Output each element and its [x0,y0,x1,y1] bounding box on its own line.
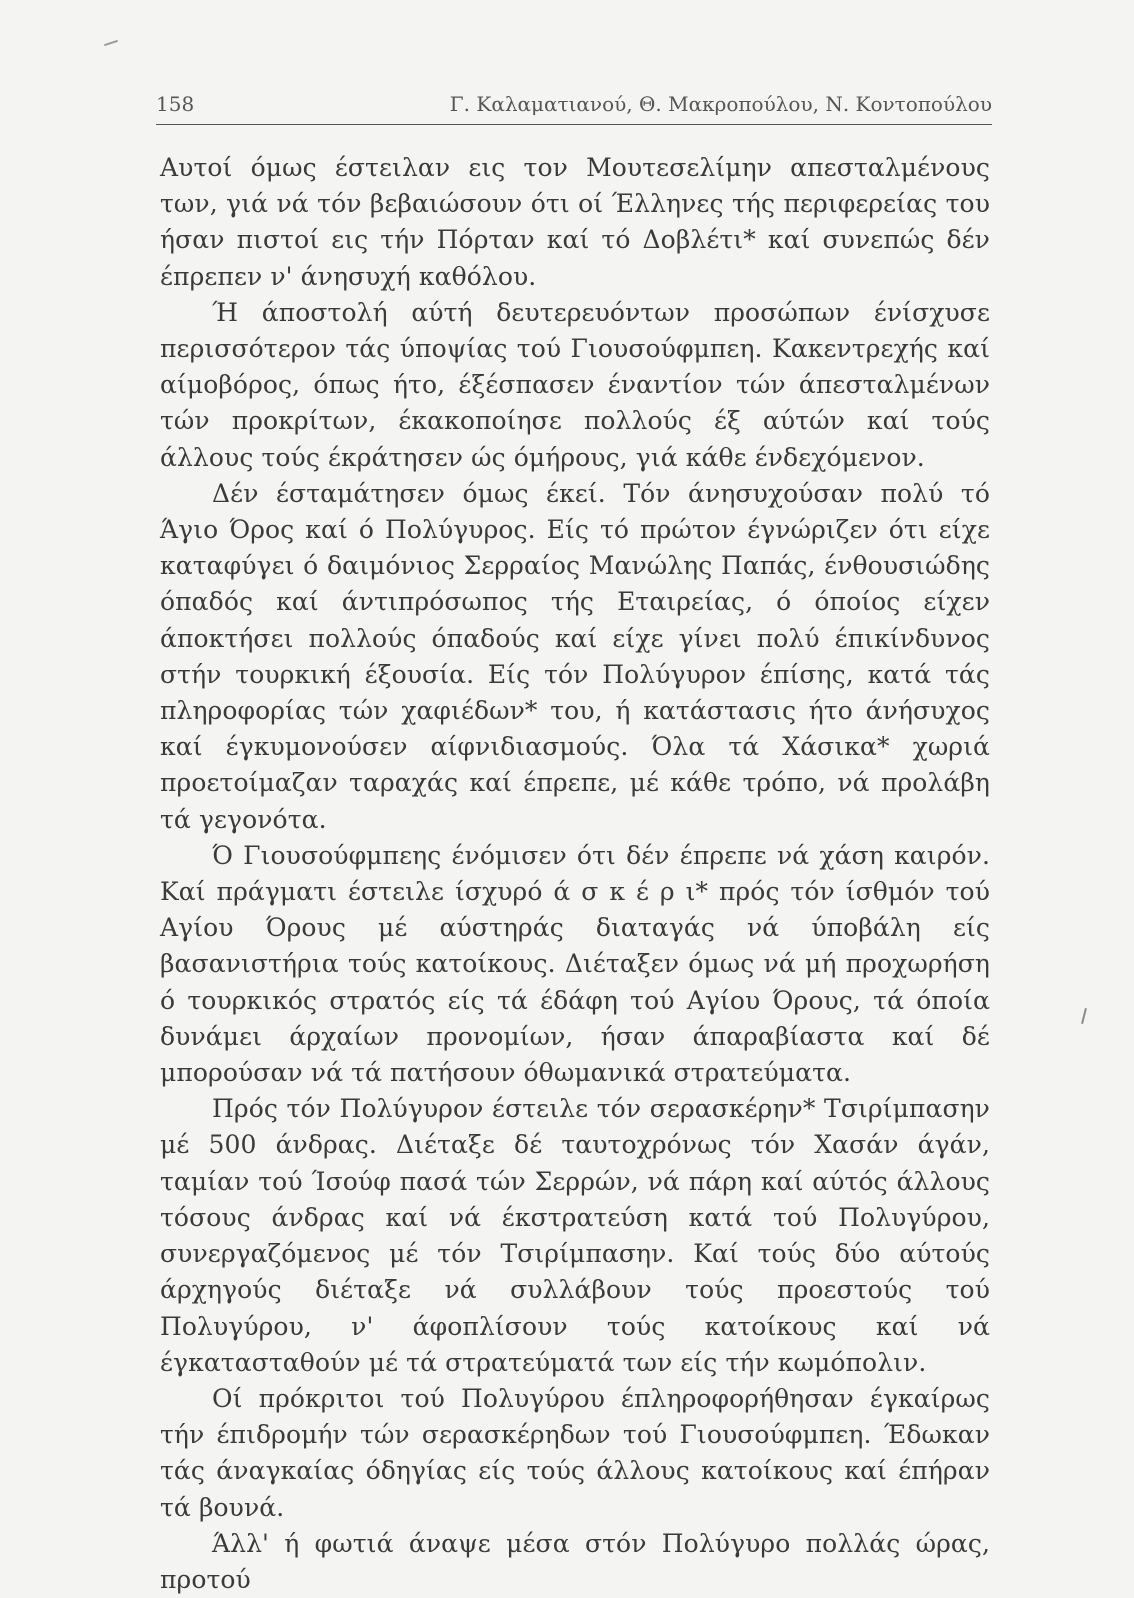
paragraph: Οί πρόκριτοι τού Πολυγύρου έπληροφορήθησαν έγκαίρως τήν έπιδρομήν τών σερασκέρηδων τού Γιουσούφμπεη. Έδωκαν τάς άναγκαίας όδηγίας είς τούς άλλους κατοίκους καί έπήραν τά βουνά. [160,1383,990,1522]
paragraph: Ή άποστολή αύτή δευτερευόντων προσώπων ένίσχυσε περισσότερον τάς ύποψίας τού Γιουσούφμπεη. Κακεντρεχής καί αίμοβόρος, όπως ήτο, έξέσπασεν έναντίον τών άπεσταλμένων τών προκρίτων, έκακοποίησε πολλούς έξ αύτών καί τούς άλλους τούς έκράτησεν ώς όμήρους, γιά κάθε ένδεχόμενον. [160,297,990,472]
paragraph: Ό Γιουσούφμπεης ένόμισεν ότι δέν έπρεπε νά χάση καιρόν. Καί πράγματι έστειλε ίσχυρό ά σ κ έ ρ ι* πρός τόν ίσθμόν τού Αγίου Όρους μέ αύστηράς διαταγάς νά ύποβάλη είς βασανιστήρια τούς κατοίκους. Διέταξεν όμως νά μή προχωρήση ό τουρκικός στρατός είς τά έδάφη τού Αγίου Όρους, τά όποία δυνάμει άρχαίων προνομίων, ήσαν άπαραβίαστα καί δέ μπορούσαν νά τά πατήσουν όθωμανικά στρατεύματα. [160,840,990,1088]
scan-mark [104,40,118,46]
body-text [160,150,990,1598]
page-number: 158 [156,92,195,116]
running-head [156,92,992,122]
paragraph: Άλλ' ή φωτιά άναψε μέσα στόν Πολύγυρο πολλάς ώρας, προτού [160,1528,990,1594]
paragraph: Δέν έσταμάτησεν όμως έκεί. Τόν άνησυχούσαν πολύ τό Άγιο Όρος καί ό Πολύγυρος. Είς τό πρώτον έγνώριζεν ότι είχε καταφύγει ό δαιμόνιος Σερραίος Μανώλης Παπάς, ένθουσιώδης όπαδός καί άντιπρόσωπος τής Εταιρείας, ό όποίος είχεν άποκτήσει πολλούς όπαδούς καί είχε γίνει πολύ έπικίνδυνος στήν τουρκική έξουσία. Είς τόν Πολύγυρον έπίσης, κατά τάς πληροφορίας τών χαφιέδων* του, ή κατάστασις ήτο άνήσυχος καί έγκυμονούσεν αίφνιδιασμούς. Όλα τά Χάσικα* χωριά προετοίμαζαν ταραχάς καί έπρεπε, μέ κάθε τρόπο, νά προλάβη τά γεγονότα. [160,478,990,834]
paragraph: Πρός τόν Πολύγυρον έστειλε τόν σερασκέρην* Τσιρίμπασην μέ 500 άνδρας. Διέταξε δέ ταυτοχρόνως τόν Χασάν άγάν, ταμίαν τού Ίσούφ πασά τών Σερρών, νά πάρη καί αύτός άλλους τόσους άνδρας καί νά έκστρατεύση κατά τού Πολυγύρου, συνεργαζόμενος μέ τόν Τσιρίμπασην. Καί τούς δύο αύτούς άρχηγούς διέταξε νά συλλάβουν τούς προεστούς τού Πολυγύρου, ν' άφοπλίσουν τούς κατοίκους καί νά έγκατασταθούν μέ τά στρατεύματά των είς τήν κωμόπολιν. [160,1094,990,1377]
header-rule [156,124,992,125]
paragraph: Αυτοί όμως έστειλαν εις τον Μουτεσελίμην απεσταλμένους των, γιά νά τόν βεβαιώσουν ότι οί Έλληνες τής περιφερείας του ήσαν πιστοί εις τήν Πόρταν καί τό Δοβλέτι* καί συνεπώς δέν έπρεπεν ν' άνησυχή καθόλου. [160,153,990,291]
stray-mark [1081,1008,1087,1024]
running-head-authors: Γ. Καλαματιανού, Θ. Μακροπούλου, Ν. Κοντοπούλου [449,92,992,116]
